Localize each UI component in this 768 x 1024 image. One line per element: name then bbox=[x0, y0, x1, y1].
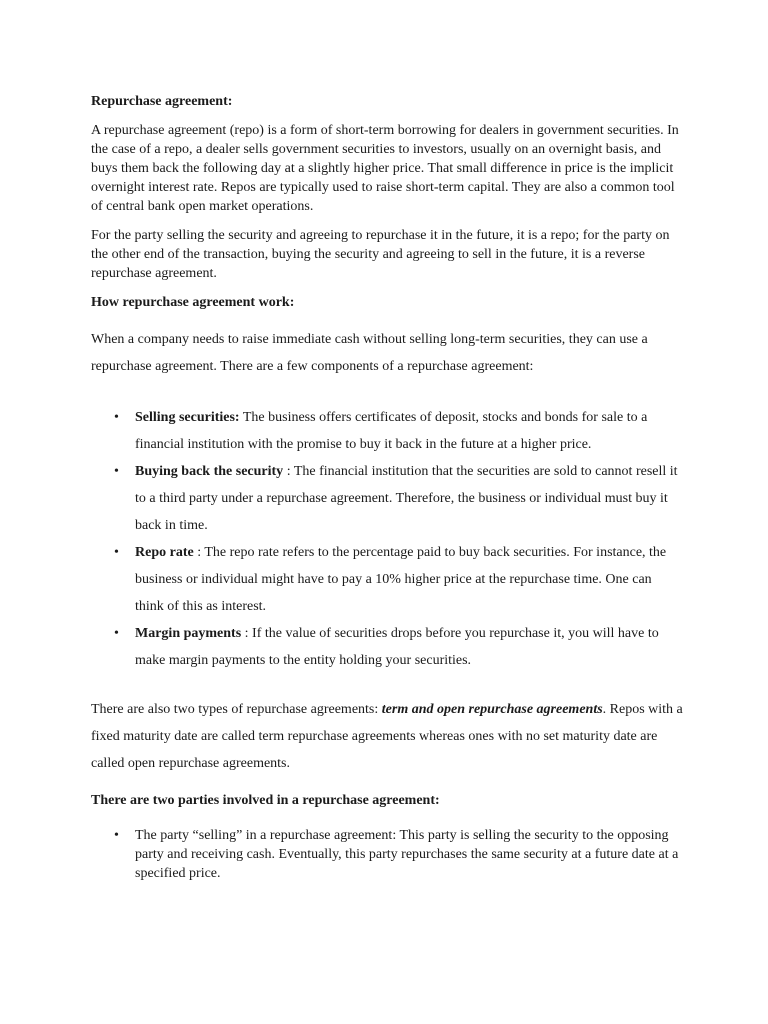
bullet-icon: • bbox=[114, 626, 119, 641]
list-item bbox=[91, 458, 683, 539]
component-text: : If the value of securities drops before you repurchase it, you will have to make margin payments to the entity holding your securities. bbox=[135, 626, 659, 668]
parties-heading: There are two parties involved in a repurchase agreement: bbox=[91, 793, 440, 808]
document-page bbox=[91, 92, 683, 883]
intro-paragraph-1: A repurchase agreement (repo) is a form of short-term borrowing for dealers in government securities. In the case of a repo, a dealer sells government securities to investors, usually on an overnight basis, and buys them back the following day at a slightly higher price. That small difference in price is the implicit overnight interest rate. Repos are typically used to raise short-term capital. They are also a common tool of central bank open market operations. bbox=[91, 123, 679, 214]
bullet-icon: • bbox=[114, 828, 119, 843]
list-item bbox=[91, 826, 683, 883]
how-paragraph: When a company needs to raise immediate cash without selling long-term securities, they can use a repurchase agreement. There are a few components of a repurchase agreement: bbox=[91, 332, 648, 374]
intro-paragraph-2: For the party selling the security and agreeing to repurchase it in the future, it is a repo; for the party on the other end of the transaction, buying the security and agreeing to sell in the future, it is a reverse repurchase agreement. bbox=[91, 228, 670, 281]
list-item bbox=[91, 539, 683, 620]
component-term: Repo rate bbox=[135, 545, 194, 560]
party-text: The party “selling” in a repurchase agreement: This party is selling the security to the opposing party and receiving cash. Eventually, this party repurchases the same security at a future date at a specified price. bbox=[135, 828, 679, 881]
list-item bbox=[91, 404, 683, 458]
component-text: : The repo rate refers to the percentage paid to buy back securities. For instance, the business or individual might have to pay a 10% higher price at the repurchase time. One can think of this as interest. bbox=[135, 545, 667, 614]
components-list bbox=[91, 404, 683, 674]
component-term: Selling securities: bbox=[135, 410, 240, 425]
types-tail: . Repos with a fixed maturity date are called term repurchase agreements whereas ones with no set maturity date are called open repurchase agreements. bbox=[91, 702, 683, 771]
list-item bbox=[91, 620, 683, 674]
bullet-icon: • bbox=[114, 464, 119, 479]
bullet-icon: • bbox=[114, 410, 119, 425]
title-heading: Repurchase agreement: bbox=[91, 94, 233, 109]
types-paragraph bbox=[91, 696, 683, 777]
parties-list bbox=[91, 826, 683, 883]
component-term: Buying back the security bbox=[135, 464, 284, 479]
component-text: : The financial institution that the securities are sold to cannot resell it to a third party under a repurchase agreement. Therefore, the business or individual must buy it back in time. bbox=[135, 464, 678, 533]
component-text: The business offers certificates of deposit, stocks and bonds for sale to a financial institution with the promise to buy it back in the future at a higher price. bbox=[135, 410, 648, 452]
how-heading: How repurchase agreement work: bbox=[91, 295, 295, 310]
types-lead: There are also two types of repurchase agreements: bbox=[91, 702, 382, 717]
bullet-icon: • bbox=[114, 545, 119, 560]
component-term: Margin payments bbox=[135, 626, 242, 641]
types-emphasis: term and open repurchase agreements bbox=[381, 702, 603, 717]
